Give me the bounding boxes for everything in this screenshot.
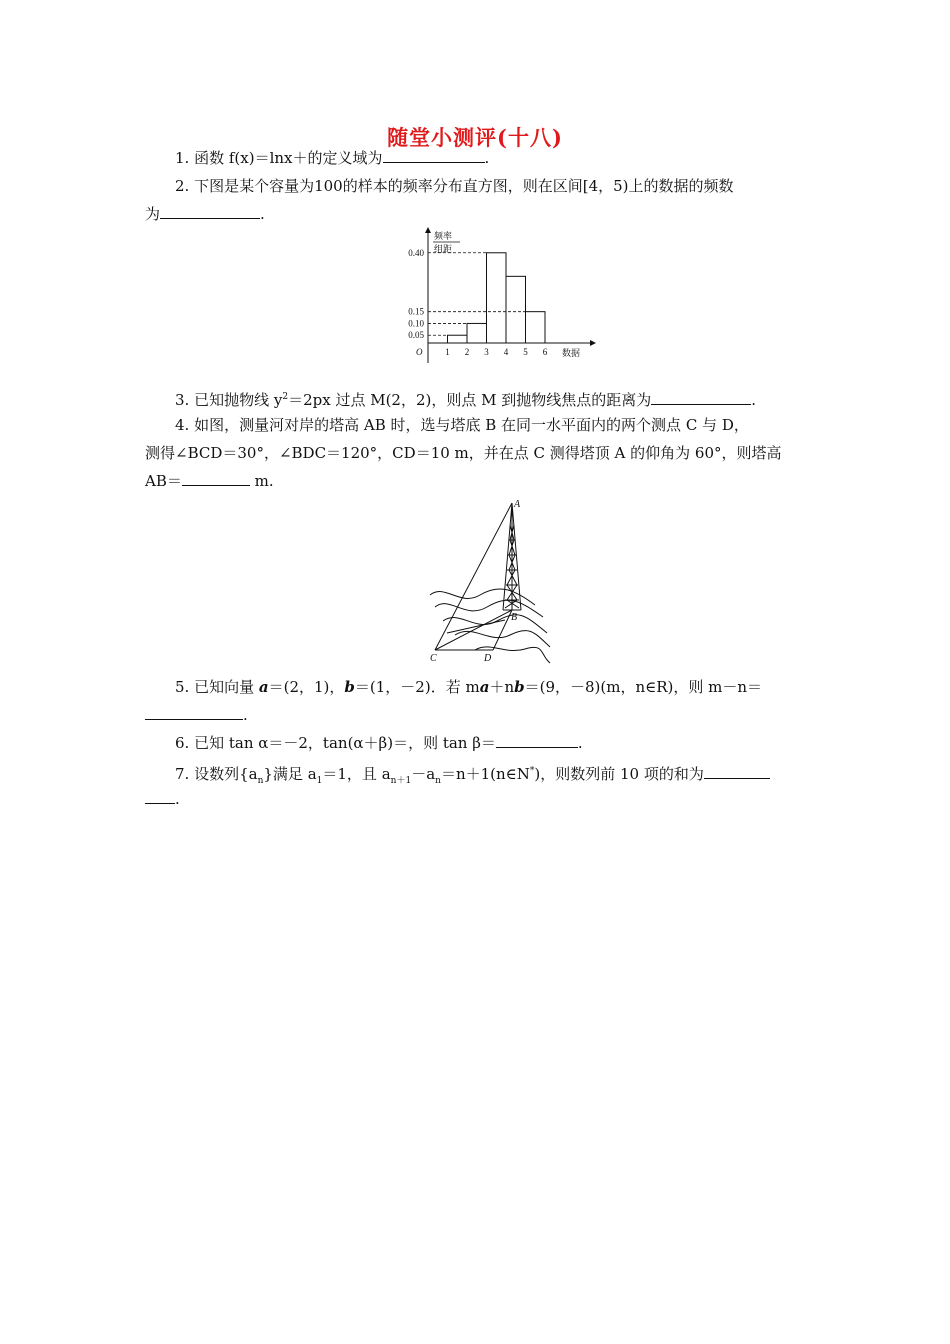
question-2 [145,172,837,200]
y-axis-label-numerator: 频率 [434,231,453,241]
x-tick-label: 6 [542,347,548,357]
histogram-bar [506,276,526,343]
question-text: )，则数列前 10 项的和为 [534,765,704,783]
question-number: 2. [175,177,190,195]
question-number: 7. [175,765,190,783]
question-text: 设数列{a [194,765,258,783]
question-text: 如图，测量河对岸的塔高 AB 时，选与塔底 B 在同一水平面内的两个测点 C 与 D， [194,416,749,434]
question-text: 函数 f(x)＝lnx＋的定义域为 [194,149,383,167]
question-text: ＝(1，－2)．若 m [354,678,480,696]
question-text: 下图是某个容量为100的样本的频率分布直方图，则在区间[4，5)上的数据的频数 [194,177,734,195]
x-tick-label: 1 [445,347,450,357]
question-text: ＋n [489,678,515,696]
vector-b: b [514,678,525,696]
point-d-label: D [484,653,492,664]
subscript: n [257,776,264,786]
subscript: 1 [316,776,323,786]
answer-blank[interactable] [145,703,243,720]
question-number: 1. [175,149,190,167]
question-text: m. [249,472,274,490]
question-text: ＝2px 过点 M(2，2)，则点 M 到抛物线焦点的距离为 [288,391,652,409]
question-text: AB＝ [145,472,182,490]
period: . [577,734,583,752]
histogram-bar [526,312,546,343]
vector-a: a [258,678,269,696]
question-4-line2: 测得∠BCD＝30°，∠BDC＝120°，CD＝10 m，并在点 C 测得塔顶 A 的仰角为 60°，则塔高 [145,444,782,462]
question-number: 4. [175,416,190,434]
question-number: 3. [175,391,190,409]
question-text: ＝(2，1)， [268,678,345,696]
point-b-label: B [511,612,518,623]
question-6 [145,729,837,757]
period: . [243,706,248,724]
superscript: 2 [282,392,289,402]
y-axis-label-denominator: 组距 [434,244,453,254]
period: . [484,149,490,167]
origin-label: O [416,347,423,357]
x-tick-label: 4 [503,347,509,357]
point-a-label: A [514,499,521,510]
answer-blank[interactable] [145,787,175,804]
question-text: 已知 tan α＝－2，tan(α＋β)＝，则 tan β＝ [194,734,496,752]
answer-blank[interactable] [704,762,770,779]
histogram-bar [487,253,507,343]
tower-diagram [425,495,555,670]
question-4 [145,411,837,439]
question-number: 5. [175,678,190,696]
y-tick-label: 0.05 [408,330,424,341]
page-title: 随堂小测评(十八) [387,125,563,150]
question-text: 已知抛物线 y [194,391,283,409]
question-5 [145,673,837,701]
answer-blank[interactable] [182,469,250,486]
question-text: ＝1，且 a [322,765,391,783]
x-tick-label: 5 [523,347,528,357]
frequency-histogram [390,225,600,385]
question-text: }满足 a [263,765,317,783]
superscript: * [529,766,535,776]
question-3 [145,383,837,414]
y-tick-label: 0.40 [408,247,424,258]
period: . [751,391,757,409]
x-tick-label: 3 [484,347,489,357]
answer-blank[interactable] [160,202,260,219]
point-c-label: C [430,653,437,664]
question-1 [145,144,837,172]
question-text: ＝(9，－8)(m，n∈R)，则 m－n＝ [524,678,763,696]
subscript: n [435,776,441,786]
answer-blank[interactable] [383,146,485,163]
y-tick-label: 0.10 [408,318,424,329]
question-number: 6. [175,734,190,752]
question-text: 已知向量 [194,678,259,696]
question-7-line2 [145,785,807,813]
question-2-line2 [145,200,807,228]
vector-a: a [479,678,490,696]
period: . [175,790,180,808]
y-axis-arrow [425,227,431,233]
period: . [260,205,265,223]
question-5-line2 [145,701,807,729]
x-axis-label: 数据 [562,348,581,358]
question-text: ＝n＋1(n∈N [440,765,530,783]
answer-blank[interactable] [651,388,751,405]
subscript: n＋1 [390,776,412,786]
x-axis-arrow [590,340,596,346]
x-tick-label: 2 [464,347,470,357]
histogram-bar [467,323,487,343]
vector-b: b [344,678,355,696]
answer-blank[interactable] [496,731,578,748]
y-tick-label: 0.15 [408,306,424,317]
question-4-line3 [145,467,807,495]
question-text: 为 [145,205,161,223]
question-text: －a [411,765,436,783]
histogram-bar [448,335,468,343]
